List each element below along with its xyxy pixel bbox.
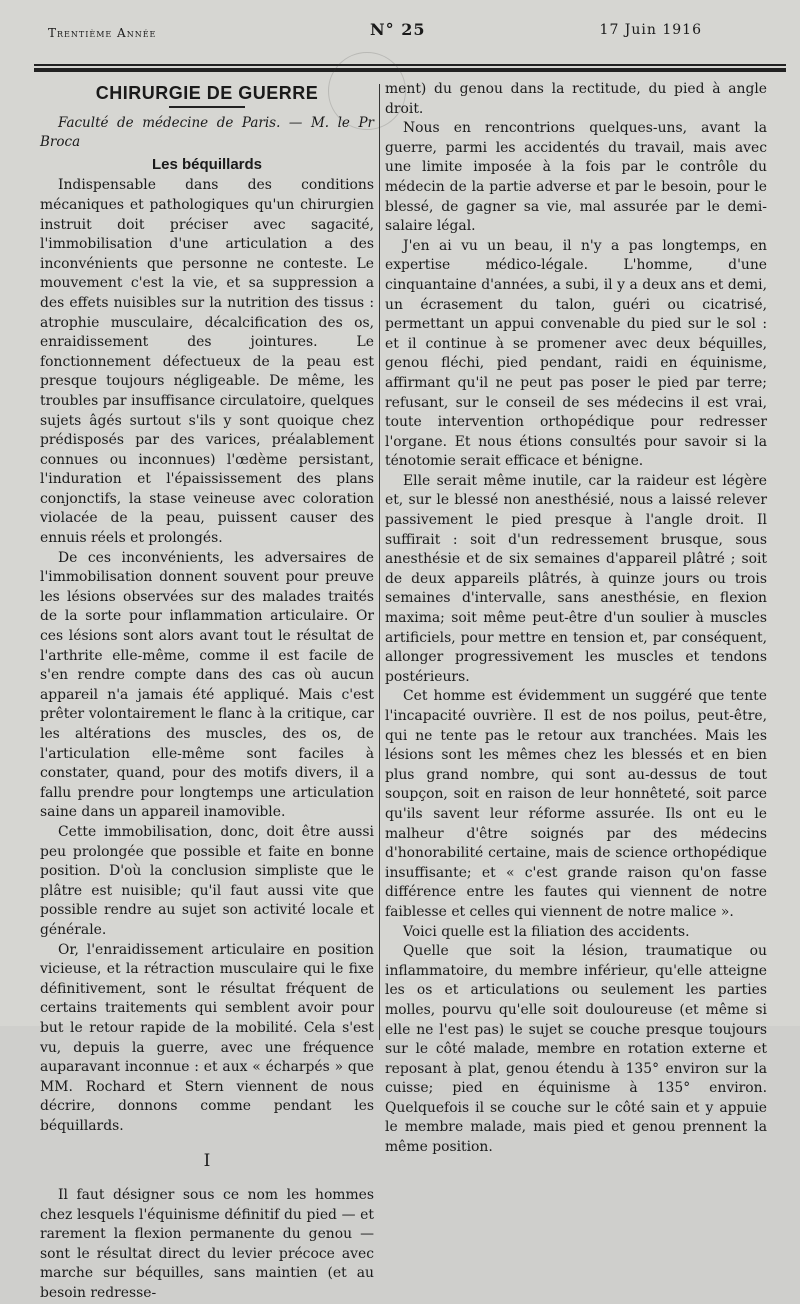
header-rule-thin — [34, 64, 786, 66]
column-divider — [379, 84, 380, 1040]
header-year: Trentième Année — [48, 26, 157, 40]
faculty-line: Faculté de médecine de Paris. — M. le Pr Broca — [40, 114, 374, 151]
section-title: CHIRURGIE DE GUERRE — [95, 83, 319, 103]
paragraph: Quelle que soit la lésion, traumatique ou inflammatoire, du membre inférieur, qu'elle atteigne les os et articulations ou seulement les parties molles, pourvu qu'elle soit douloureuse (et même si elle ne l'est pas) le sujet se couche presque toujours sur le côté malade, membre en rotation externe et reposant à plat, genou étendu à 135° environ sur la cuisse; pied en équinisme à 135° environ. Quelquefois il se couche sur le côté sain et y appuie le membre malade, mais pied et genou prennent la même position. — [385, 943, 767, 1156]
library-stamp — [328, 52, 406, 130]
paragraph: Or, l'enraidissement articulaire en position vicieuse, et la rétraction musculaire qui le fixe définitivement, sont le résultat fréquent de certains traitements qui semblent avoir pour but le retour rapide de la mobilité. Cela s'est vu, depuis la guerre, avec une fréquence auparavant inconnue : et aux « écharpés » que MM. Rochard et Stern viennent de nous décrire, donnons comme pendant les béquillards. — [40, 941, 374, 1134]
title-rule — [169, 106, 245, 108]
header-issue-number: N° 25 — [370, 20, 426, 39]
page-header — [34, 20, 786, 44]
left-column — [34, 80, 374, 1302]
paragraph: J'en ai vu un beau, il n'y a pas longtemps, en expertise médico-légale. L'homme, d'une cinquantaine d'années, a subi, il y a deux ans et demi, un écrasement du talon, guéri ou cicatrisé, permettant un appui convenable du pied sur le sol : et il continue à se promener avec deux béquilles, genou fléchi, pied pendant, raidi en équinisme, affirmant qu'il ne peut pas poser le pied par terre; refusant, sur le conseil de ses médecins il est vrai, toute intervention orthopédique pour redresser l'organe. Et nous étions consultés pour savoir si la ténotomie serait efficace et bénigne. — [385, 237, 767, 470]
paragraph: De ces inconvénients, les adversaires de l'immobilisation donnent souvent pour preuve les lésions observées sur des malades traités de la sorte pour inflammation articulaire. Or ces lésions sont alors avant tout le résultat de l'arthrite elle-même, comme il est facile de s'en rendre compte dans des cas où aucun appareil n'a jamais été appliqué. Mais c'est prêter volontairement le flanc à la critique, car les altérations des muscles, des os, de l'articulation elle-même sont faciles à constater, quand, pour des motifs divers, il a fallu prendre pour longtemps une articulation saine dans un appareil inamovible. — [40, 549, 374, 821]
paragraph: ment) du genou dans la rectitude, du pied à angle droit. — [385, 81, 767, 117]
paragraph: Il faut désigner sous ce nom les hommes chez lesquels l'équinisme définitif du pied — et rarement la flexion permanente du genou — sont le résultat direct du levier précoce avec marche sur béquilles, sans maintien (et au besoin redresse- — [40, 1187, 374, 1302]
article-columns — [34, 80, 786, 1302]
paragraph: Cette immobilisation, donc, doit être aussi peu prolongée que possible et faite en bonne position. D'où la conclusion simpliste que le plâtre est nuisible; qu'il faut aussi vite que possible rendre au sujet son activité locale et générale. — [40, 823, 374, 938]
header-date: 17 Juin 1916 — [599, 22, 702, 38]
paragraph: Nous en rencontrions quelques-uns, avant la guerre, parmi les accidentés du travail, mais avec une limite imposée à la fois par le contrôle du médecin de la partie adverse et par le besoin, pour le blessé, de gagner sa vie, mal assurée par le demi-salaire légal. — [385, 120, 767, 235]
paragraph: Voici quelle est la filiation des accidents. — [403, 923, 690, 940]
section-numeral: I — [203, 1151, 211, 1172]
article-subtitle: Les béquillards — [151, 155, 263, 173]
right-column — [385, 80, 767, 1156]
paragraph: Elle serait même inutile, car la raideur est légère et, sur le blessé non anesthésié, nous a laissé relever passivement le pied presque à l'angle droit. Il suffirait : soit d'un redressement brusque, sous anesthésie et de six semaines d'appareil plâtré ; soit de deux appareils plâtrés, à quinze jours ou trois semaines d'intervalle, sans anesthésie, en flexion maxima; soit même peut-être d'un soulier à muscles artificiels, pour mettre en tension et, par conséquent, allonger progressivement les muscles et tendons postérieurs. — [385, 472, 767, 685]
paragraph: Indispensable dans des conditions mécaniques et pathologiques qu'un chirurgien instruit doit préciser avec sagacité, l'immobilisation d'une articulation a des inconvénients que personne ne conteste. Le mouvement c'est la vie, et sa suppression a des effets nuisibles sur la nutrition des tissus : atrophie musculaire, décalcification des os, enraidissement des jointures. Le fonctionnement défectueux de la peau est presque toujours négligeable. De même, les troubles par insuffisance circulatoire, quelques sujets âgés surtout s'ils y sont quoique chez prédisposés par des varices, préalablement connues ou inconnues) l'œdème persistant, l'induration et l'épaississement des plans conjonctifs, la stase veineuse avec coloration violacée de la peau, puissent causer des ennuis réels et prolongés. — [40, 177, 374, 547]
paragraph: Cet homme est évidemment un suggéré que tente l'incapacité ouvrière. Il est de nos poilus, peut-être, qui ne tente pas le retour aux tranchées. Mais les lésions sont les mêmes chez les blessés et en bien plus grand nombre, qui sont au-dessus de tout soupçon, soit en raison de leur honnêteté, soit parce qu'ils savent leur réforme assurée. Ils ont eu le malheur d'être soignés par des médecins d'honorabilité certaine, mais de science orthopédique insuffisante; et « c'est grande raison qu'on fasse différence entre les fautes qui viennent de notre faiblesse et celles qui viennent de notre malice ». — [385, 688, 767, 920]
header-rule-thick — [34, 68, 786, 72]
